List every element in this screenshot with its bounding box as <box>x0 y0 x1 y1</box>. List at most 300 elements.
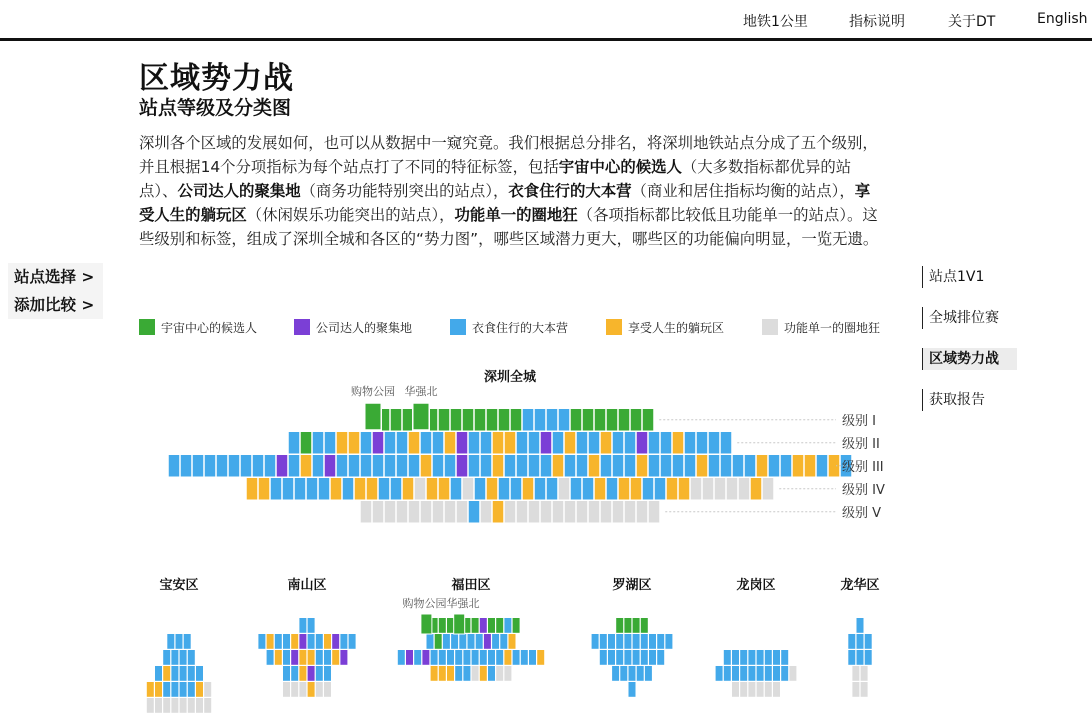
station-cell[interactable] <box>625 455 636 477</box>
station-cell[interactable] <box>301 455 312 477</box>
station-cell[interactable] <box>181 455 192 477</box>
station-cell[interactable] <box>748 650 755 665</box>
station-cell[interactable] <box>529 501 540 523</box>
station-cell[interactable] <box>409 501 420 523</box>
station-cell[interactable] <box>188 666 195 681</box>
station-cell[interactable] <box>757 666 764 681</box>
nav-item-metro-1km[interactable]: 地铁1公里 <box>743 14 808 30</box>
station-cell[interactable] <box>171 698 178 713</box>
station-cell[interactable] <box>337 455 348 477</box>
station-cell[interactable] <box>421 432 432 454</box>
station-cell[interactable] <box>319 478 330 500</box>
station-cell[interactable] <box>163 650 170 665</box>
station-cell[interactable] <box>523 409 534 431</box>
station-cell[interactable] <box>616 634 623 649</box>
station-cell[interactable] <box>535 409 546 431</box>
station-cell[interactable] <box>196 666 203 681</box>
station-cell[interactable] <box>379 478 390 500</box>
station-cell[interactable] <box>505 501 516 523</box>
station-cell[interactable] <box>781 455 792 477</box>
station-cell[interactable] <box>589 432 600 454</box>
nav-item-about-dt[interactable]: 关于DT <box>948 14 996 30</box>
station-cell[interactable] <box>679 478 690 500</box>
station-cell[interactable] <box>765 682 772 697</box>
station-cell[interactable] <box>439 650 446 665</box>
station-cell[interactable] <box>565 501 576 523</box>
station-cell[interactable] <box>493 501 504 523</box>
highlighted-station-cell[interactable] <box>421 614 432 634</box>
station-cell[interactable] <box>373 455 384 477</box>
station-cell[interactable] <box>789 666 796 681</box>
station-cell[interactable] <box>340 650 347 665</box>
station-cell[interactable] <box>308 650 315 665</box>
station-cell[interactable] <box>757 455 768 477</box>
station-cell[interactable] <box>229 455 240 477</box>
station-cell[interactable] <box>205 455 216 477</box>
station-cell[interactable] <box>496 650 503 665</box>
station-cell[interactable] <box>480 650 487 665</box>
station-cell[interactable] <box>308 682 315 697</box>
station-cell[interactable] <box>553 501 564 523</box>
station-cell[interactable] <box>324 682 331 697</box>
station-cell[interactable] <box>817 455 828 477</box>
station-cell[interactable] <box>316 666 323 681</box>
station-cell[interactable] <box>773 650 780 665</box>
station-cell[interactable] <box>204 682 211 697</box>
station-cell[interactable] <box>861 666 868 681</box>
nav-item-english[interactable]: English <box>1037 11 1088 27</box>
station-cell[interactable] <box>848 650 855 665</box>
station-cell[interactable] <box>422 650 429 665</box>
station-cell[interactable] <box>643 409 654 431</box>
station-cell[interactable] <box>488 650 495 665</box>
station-cell[interactable] <box>505 455 516 477</box>
station-cell[interactable] <box>716 666 723 681</box>
highlighted-station-cell[interactable] <box>413 403 430 430</box>
station-cell[interactable] <box>409 455 420 477</box>
station-cell[interactable] <box>451 409 462 431</box>
station-cell[interactable] <box>289 455 300 477</box>
station-cell[interactable] <box>373 501 384 523</box>
station-cell[interactable] <box>709 432 720 454</box>
station-cell[interactable] <box>739 478 750 500</box>
station-cell[interactable] <box>852 666 859 681</box>
station-cell[interactable] <box>414 650 421 665</box>
station-cell[interactable] <box>439 666 446 681</box>
station-cell[interactable] <box>291 682 298 697</box>
station-cell[interactable] <box>265 455 276 477</box>
station-cell[interactable] <box>592 634 599 649</box>
station-cell[interactable] <box>691 478 702 500</box>
station-cell[interactable] <box>398 650 405 665</box>
station-cell[interactable] <box>673 455 684 477</box>
station-cell[interactable] <box>793 455 804 477</box>
station-cell[interactable] <box>637 455 648 477</box>
station-cell[interactable] <box>443 634 450 649</box>
station-cell[interactable] <box>188 650 195 665</box>
station-cell[interactable] <box>583 478 594 500</box>
station-cell[interactable] <box>316 650 323 665</box>
station-cell[interactable] <box>163 698 170 713</box>
nav-item-indicator-notes[interactable]: 指标说明 <box>849 14 905 30</box>
station-cell[interactable] <box>547 409 558 431</box>
station-cell[interactable] <box>313 432 324 454</box>
station-cell[interactable] <box>316 682 323 697</box>
station-cell[interactable] <box>740 666 747 681</box>
station-cell[interactable] <box>451 634 458 649</box>
station-cell[interactable] <box>619 409 630 431</box>
station-cell[interactable] <box>469 455 480 477</box>
station-cell[interactable] <box>511 409 522 431</box>
station-cell[interactable] <box>595 409 606 431</box>
station-cell[interactable] <box>361 501 372 523</box>
station-cell[interactable] <box>308 666 315 681</box>
station-cell[interactable] <box>657 634 664 649</box>
station-cell[interactable] <box>657 650 664 665</box>
station-cell[interactable] <box>283 682 290 697</box>
station-cell[interactable] <box>324 666 331 681</box>
station-cell[interactable] <box>463 409 474 431</box>
station-cell[interactable] <box>445 501 456 523</box>
station-cell[interactable] <box>633 650 640 665</box>
station-cell[interactable] <box>271 478 282 500</box>
section-link-city-ranking[interactable]: 全城排位赛 <box>922 307 1017 329</box>
station-cell[interactable] <box>147 698 154 713</box>
station-cell[interactable] <box>289 432 300 454</box>
station-cell[interactable] <box>765 666 772 681</box>
station-cell[interactable] <box>291 666 298 681</box>
station-cell[interactable] <box>641 634 648 649</box>
station-cell[interactable] <box>361 455 372 477</box>
station-cell[interactable] <box>517 455 528 477</box>
station-cell[interactable] <box>481 432 492 454</box>
station-cell[interactable] <box>169 455 180 477</box>
station-cell[interactable] <box>343 478 354 500</box>
station-cell[interactable] <box>180 666 187 681</box>
station-cell[interactable] <box>427 634 434 649</box>
station-cell[interactable] <box>487 409 498 431</box>
station-cell[interactable] <box>607 409 618 431</box>
station-cell[interactable] <box>299 682 306 697</box>
station-cell[interactable] <box>631 409 642 431</box>
station-cell[interactable] <box>769 455 780 477</box>
station-cell[interactable] <box>607 478 618 500</box>
station-cell[interactable] <box>748 666 755 681</box>
station-cell[interactable] <box>193 455 204 477</box>
station-cell[interactable] <box>655 478 666 500</box>
station-cell[interactable] <box>472 666 479 681</box>
station-cell[interactable] <box>385 455 396 477</box>
station-cell[interactable] <box>492 634 499 649</box>
station-cell[interactable] <box>291 650 298 665</box>
station-cell[interactable] <box>781 666 788 681</box>
station-cell[interactable] <box>415 478 426 500</box>
station-cell[interactable] <box>509 634 516 649</box>
station-cell[interactable] <box>559 478 570 500</box>
station-cell[interactable] <box>748 682 755 697</box>
station-cell[interactable] <box>565 455 576 477</box>
station-cell[interactable] <box>463 478 474 500</box>
station-cell[interactable] <box>727 478 738 500</box>
section-link-district-battle[interactable]: 区域势力战 <box>922 348 1017 370</box>
station-cell[interactable] <box>521 650 528 665</box>
station-cell[interactable] <box>367 478 378 500</box>
station-cell[interactable] <box>325 455 336 477</box>
station-cell[interactable] <box>171 666 178 681</box>
station-cell[interactable] <box>547 478 558 500</box>
station-cell[interactable] <box>645 666 652 681</box>
station-cell[interactable] <box>633 634 640 649</box>
station-cell[interactable] <box>624 618 631 633</box>
station-cell[interactable] <box>258 634 265 649</box>
station-cell[interactable] <box>721 432 732 454</box>
station-cell[interactable] <box>299 618 306 633</box>
station-cell[interactable] <box>267 634 274 649</box>
station-cell[interactable] <box>324 634 331 649</box>
station-cell[interactable] <box>331 478 342 500</box>
station-cell[interactable] <box>629 666 636 681</box>
station-cell[interactable] <box>504 666 511 681</box>
station-cell[interactable] <box>493 455 504 477</box>
station-cell[interactable] <box>600 650 607 665</box>
station-cell[interactable] <box>196 682 203 697</box>
station-cell[interactable] <box>385 501 396 523</box>
station-cell[interactable] <box>633 618 640 633</box>
station-cell[interactable] <box>481 455 492 477</box>
station-cell[interactable] <box>757 682 764 697</box>
station-cell[interactable] <box>472 650 479 665</box>
station-cell[interactable] <box>459 634 466 649</box>
station-cell[interactable] <box>535 478 546 500</box>
station-cell[interactable] <box>577 432 588 454</box>
station-cell[interactable] <box>857 650 864 665</box>
station-cell[interactable] <box>283 666 290 681</box>
station-cell[interactable] <box>595 478 606 500</box>
station-cell[interactable] <box>455 650 462 665</box>
station-cell[interactable] <box>349 432 360 454</box>
station-cell[interactable] <box>324 650 331 665</box>
station-cell[interactable] <box>763 478 774 500</box>
station-cell[interactable] <box>649 501 660 523</box>
station-cell[interactable] <box>571 478 582 500</box>
station-cell[interactable] <box>715 478 726 500</box>
highlighted-station-cell[interactable] <box>454 614 465 634</box>
station-cell[interactable] <box>773 666 780 681</box>
station-cell[interactable] <box>463 666 470 681</box>
station-cell[interactable] <box>180 682 187 697</box>
station-cell[interactable] <box>523 478 534 500</box>
station-cell[interactable] <box>667 478 678 500</box>
station-cell[interactable] <box>463 650 470 665</box>
station-cell[interactable] <box>499 409 510 431</box>
station-cell[interactable] <box>241 455 252 477</box>
station-cell[interactable] <box>773 682 780 697</box>
station-cell[interactable] <box>457 455 468 477</box>
station-cell[interactable] <box>469 432 480 454</box>
station-cell[interactable] <box>740 682 747 697</box>
station-cell[interactable] <box>431 650 438 665</box>
station-cell[interactable] <box>433 501 444 523</box>
station-cell[interactable] <box>601 432 612 454</box>
station-cell[interactable] <box>421 455 432 477</box>
station-cell[interactable] <box>805 455 816 477</box>
station-cell[interactable] <box>745 455 756 477</box>
station-cell[interactable] <box>167 634 174 649</box>
station-cell[interactable] <box>316 634 323 649</box>
station-cell[interactable] <box>649 634 656 649</box>
station-cell[interactable] <box>553 455 564 477</box>
station-cell[interactable] <box>553 432 564 454</box>
station-cell[interactable] <box>665 634 672 649</box>
station-cell[interactable] <box>620 666 627 681</box>
station-cell[interactable] <box>373 432 384 454</box>
station-cell[interactable] <box>196 698 203 713</box>
station-cell[interactable] <box>188 698 195 713</box>
station-cell[interactable] <box>541 432 552 454</box>
station-cell[interactable] <box>661 455 672 477</box>
station-cell[interactable] <box>171 682 178 697</box>
station-cell[interactable] <box>589 455 600 477</box>
station-cell[interactable] <box>697 432 708 454</box>
station-cell[interactable] <box>180 698 187 713</box>
station-cell[interactable] <box>541 455 552 477</box>
station-cell[interactable] <box>307 478 318 500</box>
station-cell[interactable] <box>472 618 479 633</box>
station-cell[interactable] <box>308 634 315 649</box>
station-cell[interactable] <box>577 501 588 523</box>
station-cell[interactable] <box>435 634 442 649</box>
station-cell[interactable] <box>439 478 450 500</box>
station-cell[interactable] <box>529 432 540 454</box>
station-cell[interactable] <box>455 666 462 681</box>
station-cell[interactable] <box>291 634 298 649</box>
station-cell[interactable] <box>283 634 290 649</box>
station-cell[interactable] <box>332 650 339 665</box>
station-cell[interactable] <box>163 666 170 681</box>
station-cell[interactable] <box>409 432 420 454</box>
station-cell[interactable] <box>865 634 872 649</box>
station-cell[interactable] <box>631 478 642 500</box>
station-cell[interactable] <box>709 455 720 477</box>
station-cell[interactable] <box>613 455 624 477</box>
station-cell[interactable] <box>517 501 528 523</box>
station-cell[interactable] <box>155 698 162 713</box>
station-cell[interactable] <box>385 432 396 454</box>
station-cell[interactable] <box>625 501 636 523</box>
station-cell[interactable] <box>724 666 731 681</box>
station-cell[interactable] <box>253 455 264 477</box>
station-cell[interactable] <box>299 666 306 681</box>
station-cell[interactable] <box>275 650 282 665</box>
station-cell[interactable] <box>732 650 739 665</box>
station-cell[interactable] <box>857 634 864 649</box>
station-cell[interactable] <box>299 650 306 665</box>
station-cell[interactable] <box>685 432 696 454</box>
station-cell[interactable] <box>176 634 183 649</box>
station-cell[interactable] <box>283 650 290 665</box>
station-cell[interactable] <box>493 432 504 454</box>
station-cell[interactable] <box>751 478 762 500</box>
station-cell[interactable] <box>565 432 576 454</box>
station-cell[interactable] <box>481 501 492 523</box>
highlighted-station-cell[interactable] <box>365 403 382 430</box>
add-compare-button[interactable]: 添加比较 > <box>8 291 103 319</box>
station-cell[interactable] <box>637 432 648 454</box>
station-cell[interactable] <box>299 634 306 649</box>
station-cell[interactable] <box>340 634 347 649</box>
station-cell[interactable] <box>613 432 624 454</box>
station-cell[interactable] <box>577 455 588 477</box>
station-cell[interactable] <box>480 666 487 681</box>
station-cell[interactable] <box>332 634 339 649</box>
station-cell[interactable] <box>616 650 623 665</box>
station-cell[interactable] <box>732 682 739 697</box>
station-cell[interactable] <box>529 455 540 477</box>
station-cell[interactable] <box>451 478 462 500</box>
station-cell[interactable] <box>277 455 288 477</box>
station-cell[interactable] <box>496 618 503 633</box>
station-cell[interactable] <box>865 650 872 665</box>
station-cell[interactable] <box>147 682 154 697</box>
station-cell[interactable] <box>517 432 528 454</box>
station-cell[interactable] <box>505 432 516 454</box>
station-cell[interactable] <box>403 409 414 431</box>
station-cell[interactable] <box>608 634 615 649</box>
station-cell[interactable] <box>571 409 582 431</box>
station-cell[interactable] <box>504 650 511 665</box>
station-cell[interactable] <box>496 666 503 681</box>
station-cell[interactable] <box>155 666 162 681</box>
station-select-button[interactable]: 站点选择 > <box>8 263 103 291</box>
station-cell[interactable] <box>616 618 623 633</box>
station-cell[interactable] <box>480 618 487 633</box>
station-cell[interactable] <box>624 650 631 665</box>
station-cell[interactable] <box>500 634 507 649</box>
station-cell[interactable] <box>612 666 619 681</box>
station-cell[interactable] <box>613 501 624 523</box>
station-cell[interactable] <box>447 650 454 665</box>
station-cell[interactable] <box>637 666 644 681</box>
station-cell[interactable] <box>733 455 744 477</box>
station-cell[interactable] <box>267 650 274 665</box>
station-cell[interactable] <box>781 650 788 665</box>
station-cell[interactable] <box>848 634 855 649</box>
station-cell[interactable] <box>661 432 672 454</box>
station-cell[interactable] <box>637 501 648 523</box>
section-link-get-report[interactable]: 获取报告 <box>922 389 1017 411</box>
station-cell[interactable] <box>337 432 348 454</box>
station-cell[interactable] <box>487 478 498 500</box>
station-cell[interactable] <box>391 478 402 500</box>
station-cell[interactable] <box>295 478 306 500</box>
station-cell[interactable] <box>247 478 258 500</box>
station-cell[interactable] <box>163 682 170 697</box>
station-cell[interactable] <box>325 432 336 454</box>
station-cell[interactable] <box>283 478 294 500</box>
station-cell[interactable] <box>537 650 544 665</box>
station-cell[interactable] <box>188 682 195 697</box>
station-cell[interactable] <box>649 455 660 477</box>
station-cell[interactable] <box>488 666 495 681</box>
station-cell[interactable] <box>541 501 552 523</box>
station-cell[interactable] <box>757 650 764 665</box>
station-cell[interactable] <box>643 478 654 500</box>
station-cell[interactable] <box>301 432 312 454</box>
station-cell[interactable] <box>673 432 684 454</box>
station-cell[interactable] <box>697 455 708 477</box>
station-cell[interactable] <box>259 478 270 500</box>
station-cell[interactable] <box>275 634 282 649</box>
